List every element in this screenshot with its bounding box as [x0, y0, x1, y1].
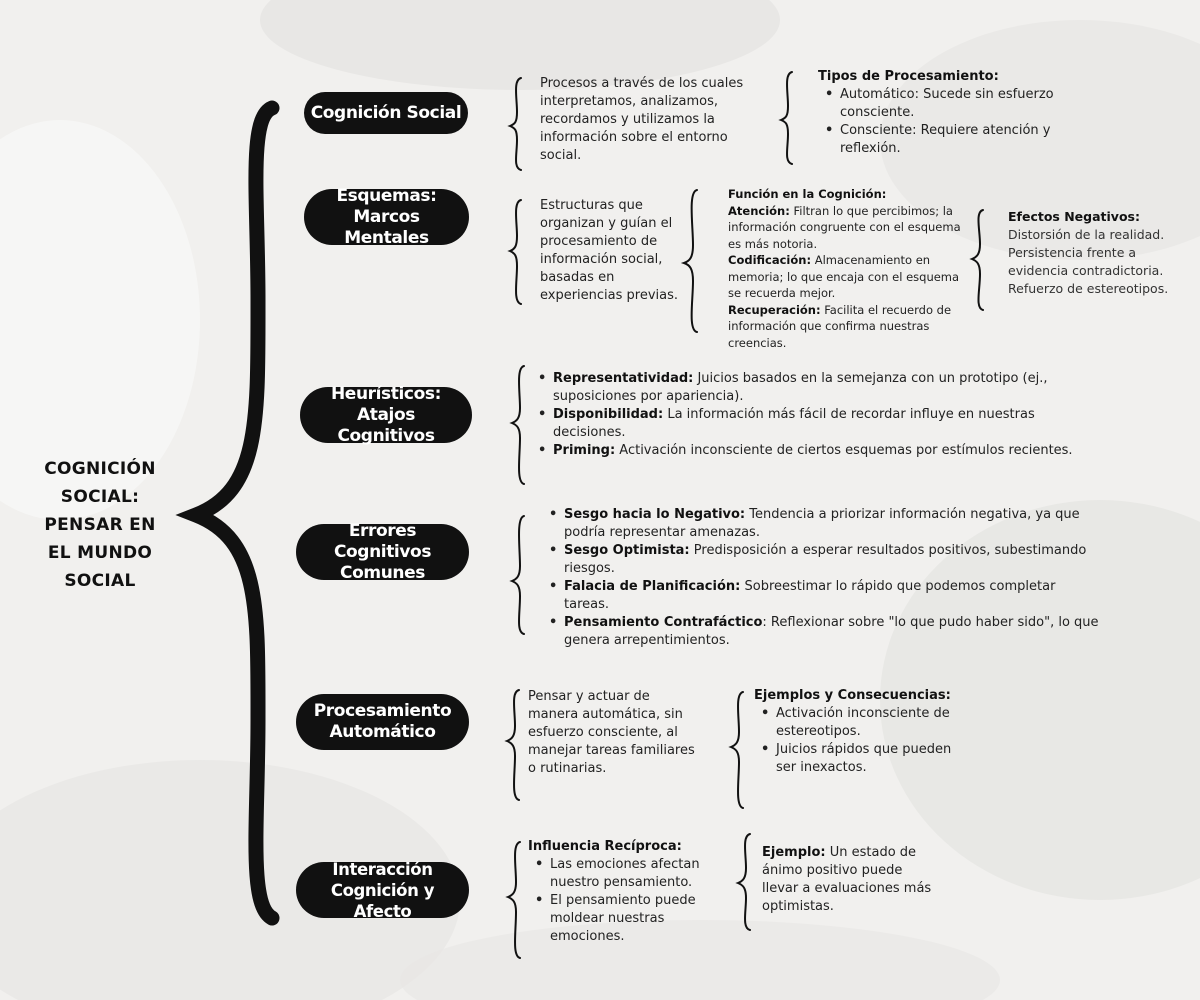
brace-influencia [508, 842, 520, 958]
item-term: Sesgo Optimista: [564, 543, 690, 558]
list-item: • Juicios rápidos que pueden ser inexactos. [754, 741, 974, 777]
efectos-block [1008, 208, 1183, 298]
ejemplo-block [762, 844, 932, 916]
cognicion-definition: Procesos a través de los cuales interpretamos, analizamos, recordamos y utilizamos la información sobre el entorno social. [540, 76, 744, 163]
list-item [531, 406, 1101, 442]
funcion-desc: Filtran lo que percibimos; la información congruente con el esquema es más notoria. [728, 203, 961, 251]
pill-errores: Errores Cognitivos Comunes [296, 524, 469, 580]
ejemplo-term: Ejemplo: [762, 845, 826, 860]
funcion-term: Atención: [728, 203, 790, 218]
list-item: • El pensamiento puede moldear nuestras emociones. [528, 892, 723, 946]
brace-errores [512, 516, 524, 634]
brace-cognicion-def [510, 78, 521, 170]
errores-list [542, 506, 1102, 650]
list-item [542, 578, 1102, 614]
funcion-term: Recuperación: [728, 302, 821, 317]
list-item [531, 442, 1101, 460]
item-term: Representatividad: [553, 371, 694, 386]
influencia-heading: Influencia Recíproca: [528, 839, 682, 854]
brace-esquemas-def [510, 200, 521, 304]
errores-block [542, 506, 1102, 650]
heuristicos-block [531, 370, 1101, 460]
item-desc: Juicios basados en la semejanza con un prototipo (ej., suposiciones por apariencia). [553, 371, 1048, 404]
list-item [531, 370, 1101, 406]
item-desc: La información más fácil de recordar influye en nuestras decisiones. [553, 407, 1035, 440]
efectos-text: Distorsión de la realidad. Persistencia frente a evidencia contradictoria. Refuerzo de estereotipos. [1008, 227, 1169, 296]
brace-proc-def [507, 690, 519, 800]
list-item [542, 542, 1102, 578]
tipos-list [818, 86, 1088, 158]
esquemas-definition: Estructuras que organizan y guían el procesamiento de información social, basadas en experiencias previas. [540, 198, 679, 303]
brace-efectos [972, 210, 983, 310]
tipos-block [818, 68, 1088, 158]
pill-interaccion: Interacción Cognición y Afecto [296, 862, 469, 918]
heuristicos-list [531, 370, 1101, 460]
pill-procesamiento: Procesamiento Automático [296, 694, 469, 750]
list-item: • Automático: Sucede sin esfuerzo consciente. [818, 86, 1088, 122]
list-item [542, 506, 1102, 542]
ejemplos-list [754, 705, 974, 777]
ejemplos-block [754, 687, 974, 777]
main-brace [196, 108, 272, 918]
item-term: Disponibilidad: [553, 407, 664, 422]
brace-heuristicos [512, 366, 524, 484]
funcion-item [728, 203, 964, 253]
funcion-heading: Función en la Cognición: [728, 187, 887, 201]
item-term: Falacia de Planificación: [564, 579, 741, 594]
item-term: Priming: [553, 443, 616, 458]
tipos-heading: Tipos de Procesamiento: [818, 69, 999, 84]
influencia-block [528, 838, 723, 946]
influencia-list [528, 856, 723, 946]
item-desc: Tendencia a priorizar información negativa, ya que podría representar amenazas. [564, 507, 1080, 540]
list-item: • Activación inconsciente de estereotipos. [754, 705, 974, 741]
pill-esquemas: Esquemas: Marcos Mentales [304, 189, 469, 245]
pill-cognicion-social: Cognición Social [304, 92, 468, 134]
list-item: • Consciente: Requiere atención y reflexión. [818, 122, 1088, 158]
brace-tipos [781, 72, 792, 164]
funcion-desc: Facilita el recuerdo de información que confirma nuestras creencias. [728, 302, 952, 350]
list-item: • Las emociones afectan nuestro pensamiento. [528, 856, 723, 892]
item-desc: Predisposición a esperar resultados positivos, subestimando riesgos. [564, 543, 1087, 576]
brace-ejemplo [738, 834, 750, 930]
funcion-item [728, 252, 964, 302]
pill-heuristicos: Heurísticos: Atajos Cognitivos [300, 387, 472, 443]
item-desc: : Reflexionar sobre "lo que pudo haber sido", lo que genera arrepentimientos. [564, 615, 1099, 648]
brace-ejemplos [731, 692, 743, 808]
item-desc: Sobreestimar lo rápido que podemos completar tareas. [564, 579, 1056, 612]
funcion-term: Codificación: [728, 253, 812, 267]
procesamiento-definition: Pensar y actuar de manera automática, sin esfuerzo consciente, al manejar tareas familiares o rutinarias. [528, 689, 695, 776]
funcion-block [728, 186, 964, 351]
brace-funcion [684, 190, 697, 332]
item-term: Sesgo hacia lo Negativo: [564, 507, 746, 522]
item-term: Pensamiento Contrafáctico [564, 615, 763, 630]
root-title: COGNICIÓN SOCIAL: PENSAR EN EL MUNDO SOCIAL [44, 459, 156, 591]
ejemplos-heading: Ejemplos y Consecuencias: [754, 688, 951, 703]
item-desc: Activación inconsciente de ciertos esquemas por estímulos recientes. [615, 443, 1073, 458]
funcion-desc: Almacenamiento en memoria; lo que encaja con el esquema se recuerda mejor. [728, 253, 960, 300]
list-item [542, 614, 1102, 650]
efectos-heading: Efectos Negativos: [1008, 209, 1140, 224]
ejemplo-desc: Un estado de ánimo positivo puede llevar a evaluaciones más optimistas. [762, 845, 932, 914]
funcion-item [728, 302, 964, 352]
